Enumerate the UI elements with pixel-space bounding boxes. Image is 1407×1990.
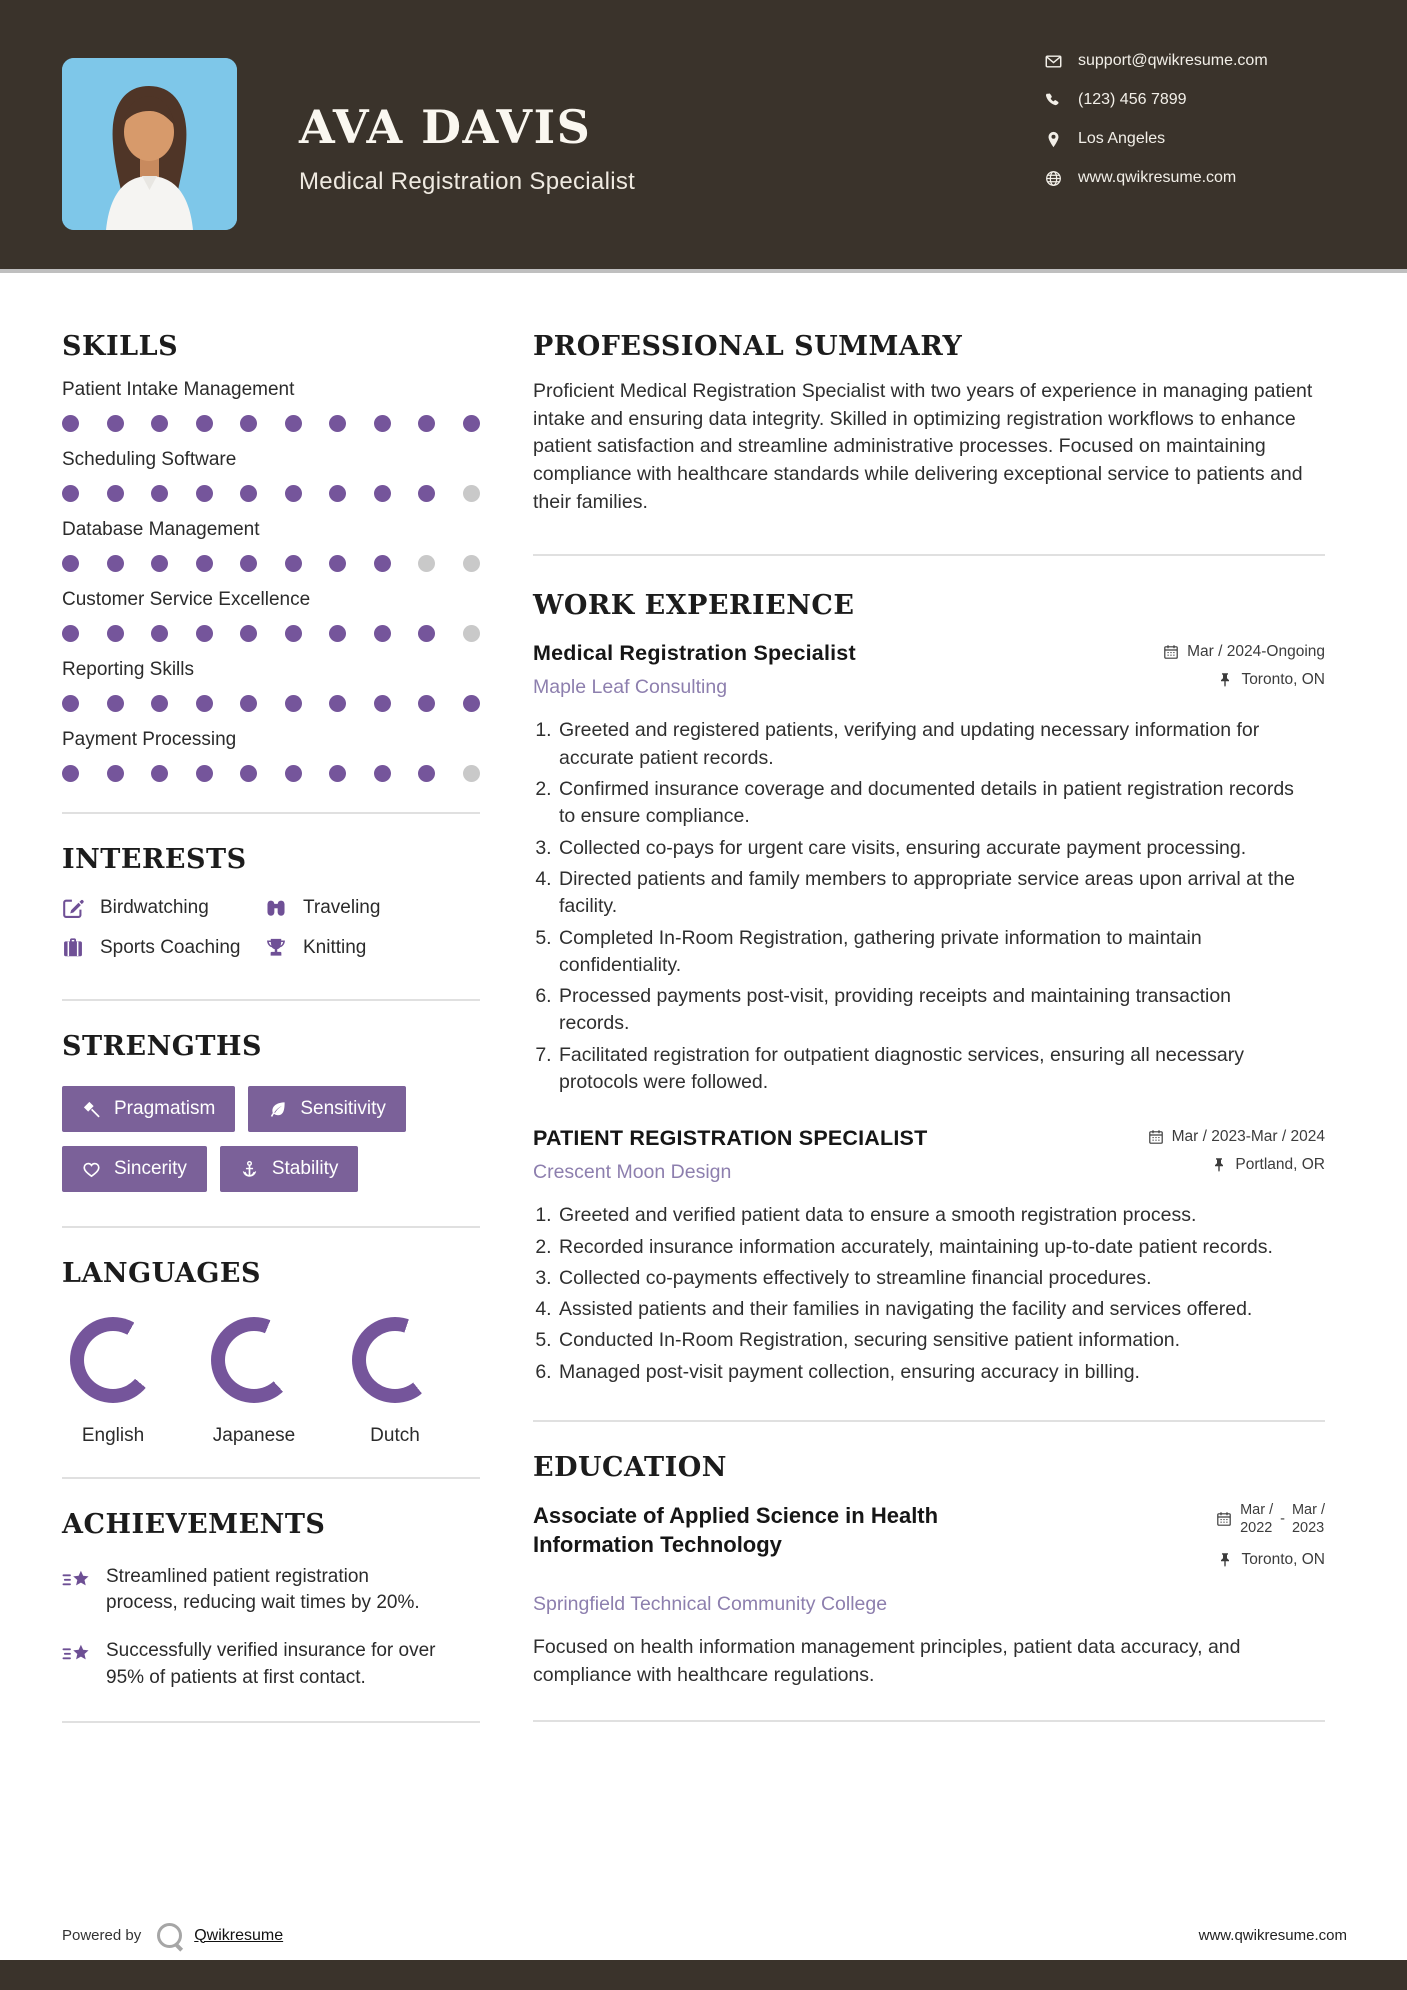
job-date: [1148, 1128, 1325, 1146]
education-heading: EDUCATION: [533, 1452, 727, 1484]
strength-label: Sincerity: [114, 1158, 187, 1179]
job-date-text: Mar / 2024-Ongoing: [1187, 643, 1325, 661]
achievement-item: [62, 1638, 480, 1690]
powered-by-label: Powered by: [62, 1927, 142, 1944]
rating-dot: [374, 625, 391, 642]
rating-dot: [418, 485, 435, 502]
job-date: [1163, 643, 1325, 661]
interests-heading: INTERESTS: [62, 844, 247, 875]
strengths-section: [62, 1031, 480, 1192]
skill-label: Scheduling Software: [62, 449, 237, 470]
ring-hole: [225, 1331, 283, 1389]
education-date-start: Mar / 2022: [1240, 1502, 1274, 1537]
education-date-end: Mar / 2023: [1291, 1502, 1325, 1537]
contact-row[interactable]: [1045, 169, 1345, 187]
strength-badge: [248, 1086, 406, 1132]
rating-dot: [151, 415, 168, 432]
trophy-icon: [265, 937, 287, 959]
interest-item: [265, 937, 480, 959]
skill-label: Patient Intake Management: [62, 379, 295, 400]
language-ring: [211, 1317, 297, 1403]
rating-dot: [418, 555, 435, 572]
education-location: Toronto, ON: [1216, 1551, 1325, 1569]
envelope-icon: [1045, 53, 1062, 70]
job-header: [533, 641, 1325, 699]
summary-section: [533, 331, 1325, 516]
job-meta: [1148, 1128, 1325, 1184]
education-section: [533, 1452, 1325, 1690]
achievement-text: Successfully verified insurance for over 95% of patients at first contact.: [106, 1640, 436, 1688]
language-label: Dutch: [370, 1425, 420, 1446]
job-list: [533, 641, 1325, 1386]
rating-dot: [374, 415, 391, 432]
job-header-left: [533, 1126, 927, 1184]
content: [0, 273, 1407, 1753]
date-separator: -: [1280, 1511, 1285, 1528]
skill-label: Customer Service Excellence: [62, 589, 311, 610]
rating-dot: [62, 625, 79, 642]
skill-item: [62, 449, 480, 502]
footer-site-link[interactable]: www.qwikresume.com: [1198, 1927, 1347, 1944]
briefcase-icon: [62, 937, 84, 959]
rating-dot: [463, 695, 480, 712]
divider: [62, 1721, 480, 1723]
rating-dot: [374, 485, 391, 502]
rating-dot: [285, 485, 302, 502]
rating-dot: [329, 695, 346, 712]
rating-dot: [418, 625, 435, 642]
interest-item: [62, 937, 265, 959]
rating-dot: [240, 555, 257, 572]
job-location: [1148, 1156, 1325, 1174]
skills-list: [62, 379, 480, 782]
rating-dot: [151, 485, 168, 502]
portrait-illustration: [62, 58, 237, 230]
divider: [62, 812, 480, 814]
language-ring: [352, 1317, 438, 1403]
rating-dot: [329, 625, 346, 642]
rating-dot: [285, 625, 302, 642]
languages-section: [62, 1258, 480, 1447]
achievements-list: [62, 1564, 480, 1691]
rating-dot: [374, 765, 391, 782]
language-label: English: [81, 1425, 145, 1446]
rating-dot: [285, 695, 302, 712]
achievements-section: [62, 1509, 480, 1691]
footer: [62, 1923, 1347, 1948]
rating-dot: [62, 485, 79, 502]
calendar-icon: [1163, 644, 1179, 660]
interest-label: Knitting: [303, 937, 367, 958]
degree-title: Associate of Applied Science in Health Information Technology: [533, 1503, 939, 1558]
job-entry: [533, 1126, 1325, 1386]
skill-rating-dots: [62, 765, 480, 782]
job-location-text: Toronto, ON: [1241, 671, 1325, 689]
rating-dot: [329, 485, 346, 502]
candidate-name: AVA DAVIS: [299, 100, 592, 154]
rating-dot: [329, 415, 346, 432]
skill-rating-dots: [62, 695, 480, 712]
rating-dot: [62, 415, 79, 432]
divider: [62, 1226, 480, 1228]
rating-dot: [107, 765, 124, 782]
divider: [62, 1477, 480, 1479]
achievement-item: [62, 1564, 480, 1616]
rating-dot: [463, 415, 480, 432]
rating-dot: [107, 625, 124, 642]
skill-label: Database Management: [62, 519, 260, 540]
strengths-list: [62, 1086, 482, 1192]
rating-dot: [107, 555, 124, 572]
rating-dot: [240, 485, 257, 502]
skills-section: [62, 331, 480, 782]
rating-dot: [62, 765, 79, 782]
skill-item: [62, 379, 480, 432]
header: [0, 0, 1407, 273]
job-bullet: 1. Greeted and verified patient data to ensure a smooth registration process.: [557, 1202, 1302, 1229]
strength-badge: [62, 1146, 207, 1192]
rating-dot: [329, 765, 346, 782]
skill-rating-dots: [62, 625, 480, 642]
rating-dot: [151, 555, 168, 572]
rating-dot: [285, 415, 302, 432]
job-entry: [533, 641, 1325, 1096]
skill-item: [62, 729, 480, 782]
rating-dot: [62, 555, 79, 572]
language-ring: [70, 1317, 156, 1403]
job-header: [533, 1126, 1325, 1184]
rating-dot: [107, 695, 124, 712]
job-company: Maple Leaf Consulting: [533, 676, 728, 699]
contact-text: (123) 456 7899: [1078, 91, 1187, 108]
divider: [533, 554, 1325, 556]
job-date-text: Mar / 2023-Mar / 2024: [1171, 1128, 1325, 1146]
rating-dot: [329, 555, 346, 572]
job-bullet: 6. Managed post-visit payment collection, ensuring accuracy in billing.: [557, 1359, 1302, 1386]
languages-list: [62, 1317, 480, 1447]
job-bullet: 5. Completed In-Room Registration, gathering private information to maintain confidentiality.: [557, 925, 1302, 980]
contact-row[interactable]: [1045, 130, 1345, 148]
rating-dot: [374, 695, 391, 712]
rating-dot: [463, 555, 480, 572]
contact-text: www.qwikresume.com: [1078, 169, 1237, 186]
divider: [62, 999, 480, 1001]
job-bullet: 7. Facilitated registration for outpatient diagnostic services, ensuring all necessary protocols were followed.: [557, 1042, 1302, 1097]
rating-dot: [151, 695, 168, 712]
job-bullet: 1. Greeted and registered patients, verifying and updating necessary information for accurate patient records.: [557, 717, 1302, 772]
skill-rating-dots: [62, 415, 480, 432]
gavel-icon: [82, 1100, 101, 1119]
rating-dot: [463, 485, 480, 502]
rating-dot: [418, 765, 435, 782]
rating-dot: [240, 625, 257, 642]
rating-dot: [62, 695, 79, 712]
interest-label: Birdwatching: [100, 897, 209, 918]
education-description: Focused on health information management principles, patient data accuracy, and compliance with healthcare regulations.: [533, 1636, 1241, 1687]
rating-dot: [196, 765, 213, 782]
language-item: [211, 1317, 297, 1447]
pushpin-icon: [1217, 1552, 1233, 1568]
rating-dot: [107, 415, 124, 432]
skill-item: [62, 659, 480, 712]
anchor-icon: [240, 1160, 259, 1179]
job-bullet: 2. Confirmed insurance coverage and documented details in patient registration records to ensure compliance.: [557, 776, 1302, 831]
powered-by: [62, 1923, 283, 1948]
divider: [533, 1420, 1325, 1422]
interests-list: [62, 897, 480, 959]
job-title: PATIENT REGISTRATION SPECIALIST: [533, 1126, 928, 1151]
rating-dot: [196, 415, 213, 432]
summary-heading: PROFESSIONAL SUMMARY: [533, 331, 963, 362]
interest-item: [265, 897, 480, 919]
strength-badge: [220, 1146, 359, 1192]
job-meta: [1163, 643, 1325, 699]
summary-text: Proficient Medical Registration Specialist with two years of experience in managing patient intake and ensuring data integrity. Skilled in optimizing registration workflows to enhance patient satisfaction and streamline administrative processes. Focused on maintaining compliance with healthcare standards while delivering exceptional service to patients and their families.: [533, 380, 1313, 513]
rating-dot: [374, 555, 391, 572]
skill-item: [62, 519, 480, 572]
rating-dot: [285, 765, 302, 782]
strength-badge: [62, 1086, 235, 1132]
work-experience-heading: WORK EXPERIENCE: [533, 590, 855, 622]
interest-item: [62, 897, 265, 919]
profile-photo: [62, 58, 237, 230]
ring-hole: [366, 1331, 424, 1389]
job-bullet: 4. Assisted patients and their families in navigating the facility and services offered.: [557, 1296, 1302, 1323]
job-bullet: 3. Collected co-pays for urgent care visits, ensuring accurate payment processing.: [557, 835, 1302, 862]
rating-dot: [151, 765, 168, 782]
strength-label: Sensitivity: [300, 1098, 386, 1119]
contact-row[interactable]: [1045, 52, 1345, 70]
skill-item: [62, 589, 480, 642]
main-column: [533, 331, 1325, 1753]
contact-row[interactable]: [1045, 91, 1345, 109]
contact-block: [1045, 52, 1345, 208]
strength-label: Pragmatism: [114, 1098, 216, 1119]
achievements-heading: ACHIEVEMENTS: [62, 1509, 326, 1540]
qwikresume-logo: [157, 1923, 182, 1948]
language-item: [70, 1317, 156, 1447]
rating-dot: [196, 695, 213, 712]
skill-label: Reporting Skills: [62, 659, 194, 680]
job-bullet-list: [533, 1202, 1325, 1386]
rating-dot: [285, 555, 302, 572]
strengths-heading: STRENGTHS: [62, 1031, 262, 1062]
calendar-icon: [1148, 1129, 1164, 1145]
candidate-title: Medical Registration Specialist: [299, 168, 636, 195]
heart-icon: [82, 1160, 101, 1179]
contact-text: Los Angeles: [1078, 130, 1166, 147]
school-name: Springfield Technical Community College: [533, 1593, 888, 1616]
rating-dot: [463, 765, 480, 782]
ring-hole: [84, 1331, 142, 1389]
skill-rating-dots: [62, 485, 480, 502]
education-date: [1216, 1501, 1325, 1537]
job-location-text: Portland, OR: [1235, 1156, 1325, 1174]
job-title: Medical Registration Specialist: [533, 641, 856, 666]
interest-label: Sports Coaching: [100, 937, 241, 958]
rating-dot: [418, 695, 435, 712]
identity-block: [299, 100, 635, 196]
job-location: [1163, 671, 1325, 689]
job-bullet: 3. Collected co-payments effectively to streamline financial procedures.: [557, 1265, 1302, 1292]
rating-dot: [196, 485, 213, 502]
language-label: Japanese: [212, 1425, 296, 1446]
education-meta: [1216, 1501, 1325, 1579]
rating-dot: [240, 415, 257, 432]
interests-section: [62, 844, 480, 959]
work-experience-section: [533, 590, 1325, 1386]
qwikresume-link[interactable]: Qwikresume: [194, 1926, 284, 1944]
calendar-icon: [1216, 1511, 1232, 1527]
education-header: [533, 1501, 1325, 1579]
binoculars-icon: [265, 897, 287, 919]
skill-rating-dots: [62, 555, 480, 572]
divider: [533, 1720, 1325, 1722]
location-pin-icon: [1045, 131, 1062, 148]
pencil-square-icon: [62, 897, 84, 919]
rating-dot: [240, 765, 257, 782]
interest-label: Traveling: [303, 897, 381, 918]
phone-icon: [1045, 92, 1062, 109]
job-bullet: 2. Recorded insurance information accurately, maintaining up-to-date patient records.: [557, 1234, 1302, 1261]
achievement-text: Streamlined patient registration process, reducing wait times by 20%.: [106, 1566, 420, 1614]
rating-dot: [196, 625, 213, 642]
shooting-star-icon: [62, 1568, 92, 1594]
job-bullet: 4. Directed patients and family members to appropriate service areas upon arrival at the facility.: [557, 866, 1302, 921]
rating-dot: [196, 555, 213, 572]
leaf-icon: [268, 1100, 287, 1119]
rating-dot: [463, 625, 480, 642]
contact-text: support@qwikresume.com: [1078, 52, 1268, 69]
rating-dot: [240, 695, 257, 712]
pushpin-icon: [1217, 672, 1233, 688]
languages-heading: LANGUAGES: [62, 1258, 261, 1289]
sidebar-column: [62, 331, 480, 1753]
shooting-star-icon: [62, 1642, 92, 1668]
job-header-left: [533, 641, 856, 699]
job-bullet: 6. Processed payments post-visit, providing receipts and maintaining transaction records.: [557, 983, 1302, 1038]
globe-icon: [1045, 170, 1062, 187]
skills-heading: SKILLS: [62, 331, 179, 362]
job-bullet: 5. Conducted In-Room Registration, securing sensitive patient information.: [557, 1327, 1302, 1354]
pushpin-icon: [1211, 1157, 1227, 1173]
rating-dot: [418, 415, 435, 432]
strength-label: Stability: [271, 1158, 339, 1179]
rating-dot: [151, 625, 168, 642]
rating-dot: [107, 485, 124, 502]
skill-label: Payment Processing: [62, 729, 237, 750]
job-company: Crescent Moon Design: [533, 1161, 732, 1184]
language-item: [352, 1317, 438, 1447]
job-bullet-list: [533, 717, 1325, 1096]
bottom-bar: [0, 1960, 1407, 1990]
